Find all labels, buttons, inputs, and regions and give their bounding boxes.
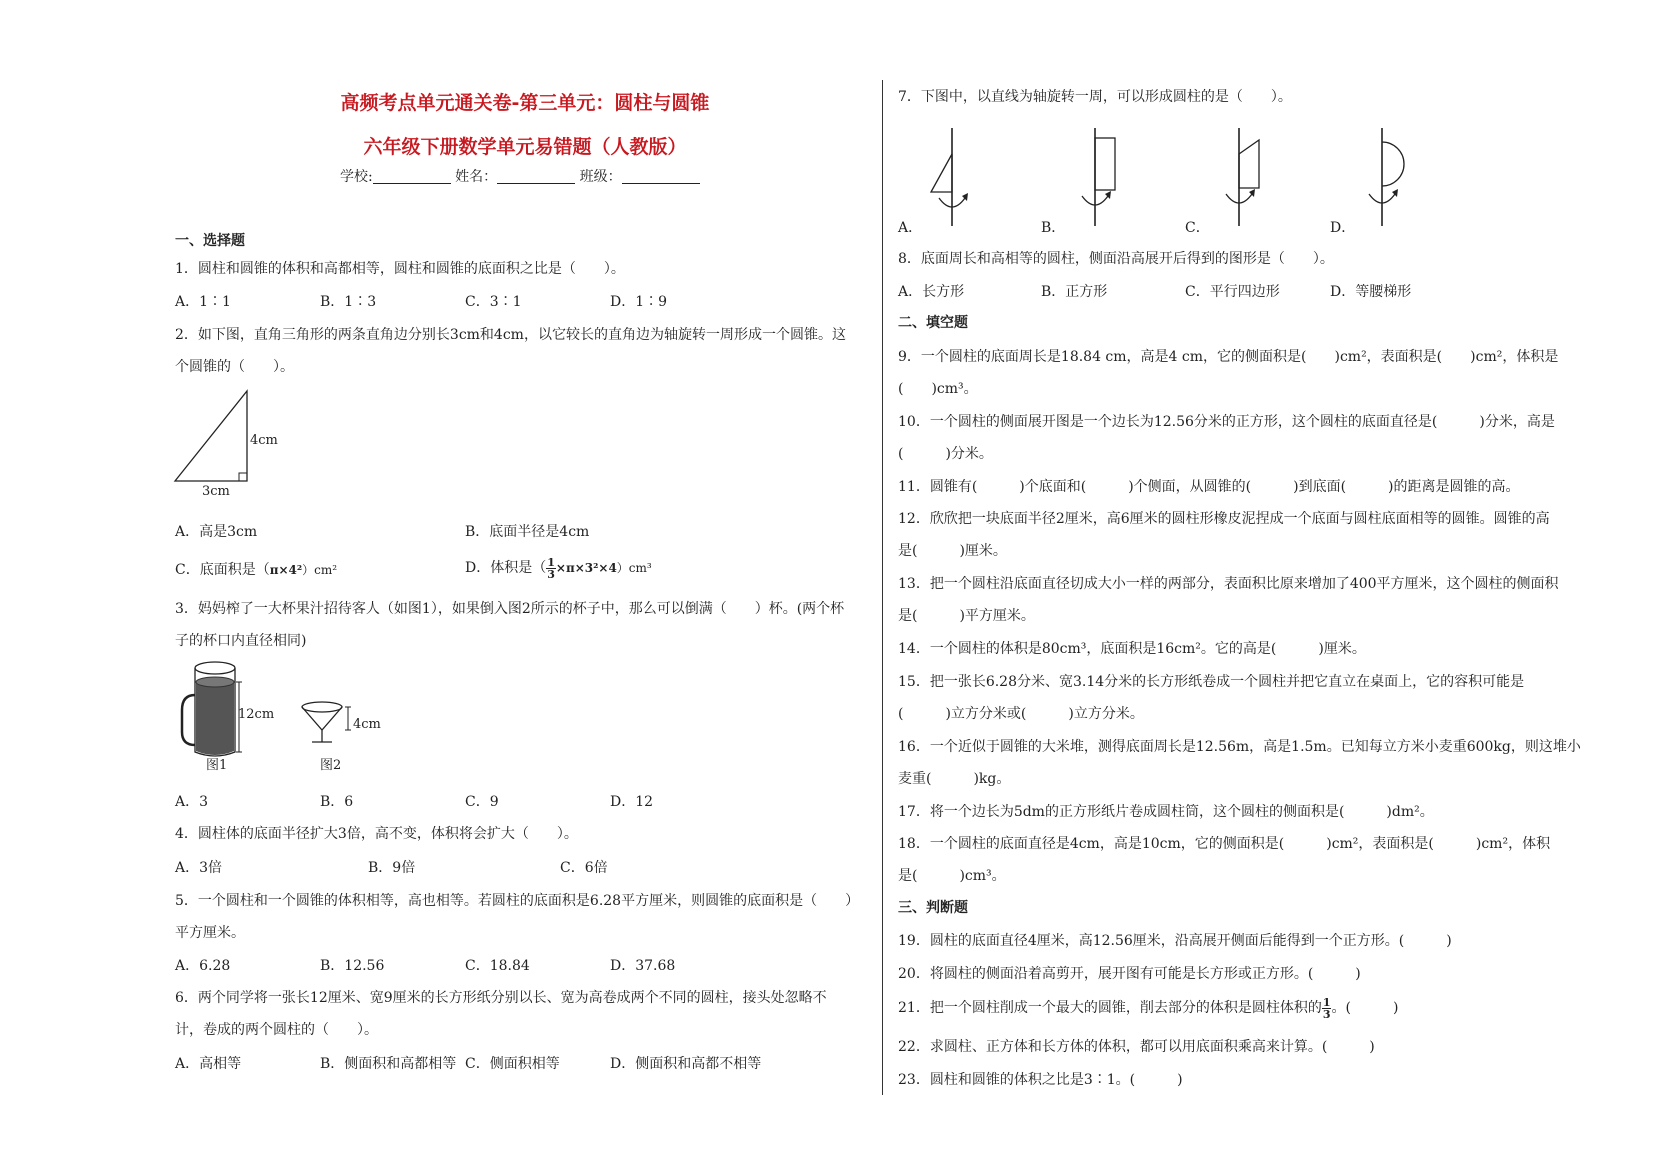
q2-option-c[interactable] [175,561,337,579]
info-line [340,168,700,186]
q6-option-d[interactable]: D．侧面积和高都不相等 [610,1056,762,1072]
q6-stem-line2: 计，卷成的两个圆柱的（ ）。 [175,1022,378,1038]
q4-option-b[interactable]: B．9倍 [368,860,416,876]
q13-line2: 是( )平方厘米。 [898,608,1035,624]
q2-option-d-expr: ×π×3²×4 [555,561,617,575]
q4-option-a[interactable]: A．3倍 [175,860,223,876]
q7-option-b[interactable]: B． [1041,220,1066,236]
q2-option-d-prefix: D．体积是（ [465,560,547,576]
q13-line1: 13．把一个圆柱沿底面直径切成大小一样的两部分，表面积比原来增加了400平方厘米，这个圆柱的侧面积 [898,576,1559,592]
q18-line2: 是( )cm³。 [898,868,1006,884]
q2-stem-line2: 个圆锥的（ ）。 [175,359,294,375]
q16-line2: 麦重( )kg。 [898,771,1011,787]
q3-stem-line1: 3．妈妈榨了一大杯果汁招待客人（如图1），如果倒入图2所示的杯子中，那么可以倒满（ ）杯。(两个杯 [175,601,845,617]
q21-prefix: 21．把一个圆柱削成一个最大的圆锥，削去部分的体积是圆柱体积的 [898,1000,1322,1016]
q6-stem-line1: 6．两个同学将一张长12厘米、宽9厘米的长方形纸分别以长、宽为高卷成两个不同的圆柱，接头处忽略不 [175,990,827,1006]
class-label: 班级： [579,169,622,185]
title-line-1: 高频考点单元通关卷-第三单元：圆柱与圆锥 [340,92,710,114]
q3-option-c[interactable]: C．9 [465,794,499,810]
q4-option-c[interactable]: C．6倍 [560,860,608,876]
q9-line2: ( )cm³。 [898,381,978,397]
fraction-numerator: 1 [547,555,555,569]
q8-option-a[interactable]: A．长方形 [898,284,965,300]
fraction-numerator: 1 [1322,995,1331,1009]
name-label: 姓名： [455,169,498,185]
q10-line1: 10．一个圆柱的侧面展开图是一个边长为12.56分米的正方形，这个圆柱的底面直径是( )分米，高是 [898,414,1555,430]
q7-option-a[interactable]: A． [898,220,923,236]
q2-option-c-prefix: C．底面积是（ [175,562,270,578]
q2-option-c-expr: π×4² [269,563,303,577]
q7-option-c[interactable]: C． [1185,220,1210,236]
q2-option-a[interactable]: A．高是3cm [175,524,258,540]
q3-option-d[interactable]: D．12 [610,794,654,810]
q8-option-c[interactable]: C．平行四边形 [1185,284,1280,300]
q20-line1: 20．将圆柱的侧面沿着高剪开，展开图有可能是长方形或正方形。( ) [898,966,1361,982]
q11-line1: 11．圆锥有( )个底面和( )个侧面，从圆锥的( )到底面( )的距离是圆锥的高。 [898,479,1520,495]
q14-line1: 14．一个圆柱的体积是80cm³，底面积是16cm²。它的高是( )厘米。 [898,641,1366,657]
q3-option-a[interactable]: A．3 [175,794,209,810]
q2-fig-height-label: 4cm [250,433,278,448]
q8-stem: 8．底面周长和高相等的圆柱，侧面沿高展开后得到的图形是（ ）。 [898,251,1334,267]
q19-line1: 19．圆柱的底面直径4厘米，高12.56厘米，沿高展开侧面后能得到一个正方形。( ) [898,933,1452,949]
q2-option-b[interactable]: B．底面半径是4cm [465,524,590,540]
q7-figure-d [1355,126,1415,231]
title-line-2: 六年级下册数学单元易错题（人教版） [363,136,687,158]
q8-option-d[interactable]: D．等腰梯形 [1330,284,1412,300]
q1-option-c[interactable]: C．3∶1 [465,294,522,310]
q4-stem: 4．圆柱体的底面半径扩大3倍，高不变，体积将会扩大（ ）。 [175,826,578,842]
q3-option-b[interactable]: B．6 [320,794,354,810]
q3-fig2-caption: 图2 [320,758,342,773]
q2-option-d[interactable] [465,553,652,583]
q3-fig1-height-label: 12cm [238,707,275,722]
q17-line1: 17．将一个边长为5dm的正方形纸片卷成圆柱筒，这个圆柱的侧面积是( )dm²。 [898,804,1434,820]
q7-option-d[interactable]: D． [1330,220,1356,236]
q6-option-c[interactable]: C．侧面积相等 [465,1056,560,1072]
q2-fig-base-label: 3cm [202,484,230,499]
school-label: 学校: [340,169,373,185]
fraction-denominator: 3 [1322,1007,1331,1021]
q16-line1: 16．一个近似于圆锥的大米堆，测得底面周长是12.56m，高是1.5m。已知每立方米小麦重600kg，则这堆小 [898,739,1581,755]
q1-option-a[interactable]: A．1∶1 [175,294,231,310]
q7-figure-a [925,126,985,231]
q3-fig1-caption: 图1 [206,758,228,773]
q2-option-d-fraction [546,557,556,580]
column-divider [882,80,883,1095]
q5-option-d[interactable]: D．37.68 [610,958,676,974]
q3-stem-line2: 子的杯口内直径相同) [175,633,307,649]
fraction-denominator: 3 [547,567,555,581]
q5-option-b[interactable]: B．12.56 [320,958,385,974]
q18-line1: 18．一个圆柱的底面直径是4cm，高是10cm，它的侧面积是( )cm²，表面积是( )cm²，体积 [898,836,1551,852]
q5-option-c[interactable]: C．18.84 [465,958,530,974]
school-blank[interactable] [373,169,451,184]
class-blank[interactable] [622,169,700,184]
q3-fig2-height-label: 4cm [353,717,381,732]
q1-option-b[interactable]: B．1∶3 [320,294,377,310]
q12-line2: 是( )厘米。 [898,543,1007,559]
q8-option-b[interactable]: B．正方形 [1041,284,1108,300]
q2-stem-line1: 2．如下图，直角三角形的两条直角边分别长3cm和4cm，以它较长的直角边为轴旋转一周形成一个圆锥。这 [175,327,846,343]
section-choice: 一、选择题 [175,233,245,249]
q10-line2: ( )分米。 [898,446,993,462]
q5-option-a[interactable]: A．6.28 [175,958,231,974]
q2-option-c-unit: ）cm² [302,563,338,577]
section-judge: 三、判断题 [898,900,968,916]
q5-stem-line2: 平方厘米。 [175,925,245,941]
q9-line1: 9．一个圆柱的底面周长是18.84 cm，高是4 cm，它的侧面积是( )cm²，表面积是( )cm²，体积是 [898,349,1559,365]
q1-stem: 1．圆柱和圆锥的体积和高都相等，圆柱和圆锥的底面积之比是（ ）。 [175,261,625,277]
q15-line1: 15．把一张长6.28分米、宽3.14分米的长方形纸卷成一个圆柱并把它直立在桌面上，它的容积可能是 [898,674,1525,690]
q2-option-d-unit: ）cm³ [616,561,652,575]
q7-stem: 7．下图中，以直线为轴旋转一周，可以形成圆柱的是（ ）。 [898,89,1292,105]
q12-line1: 12．欣欣把一块底面半径2厘米，高6厘米的圆柱形橡皮泥捏成一个底面与圆柱底面相等的圆锥。圆锥的高 [898,511,1550,527]
q23-line1: 23．圆柱和圆锥的体积之比是3∶1。( ) [898,1072,1183,1088]
q3-goblet-figure [300,700,360,750]
q6-option-b[interactable]: B．侧面积和高都相等 [320,1056,457,1072]
name-blank[interactable] [497,169,575,184]
q22-line1: 22．求圆柱、正方体和长方体的体积，都可以用底面积乘高来计算。( ) [898,1039,1375,1055]
q15-line2: ( )立方分米或( )立方分米。 [898,706,1144,722]
q6-option-a[interactable]: A．高相等 [175,1056,242,1072]
section-fill: 二、填空题 [898,315,968,331]
q21-suffix: 。( ) [1331,1000,1399,1016]
q21-line1 [898,993,1398,1023]
q7-figure-c [1212,126,1272,231]
q1-option-d[interactable]: D．1∶9 [610,294,668,310]
q7-figure-b [1068,126,1128,231]
q5-stem-line1: 5．一个圆柱和一个圆锥的体积相等，高也相等。若圆柱的底面积是6.28平方厘米，则圆锥的底面积是（ ） [175,893,860,909]
